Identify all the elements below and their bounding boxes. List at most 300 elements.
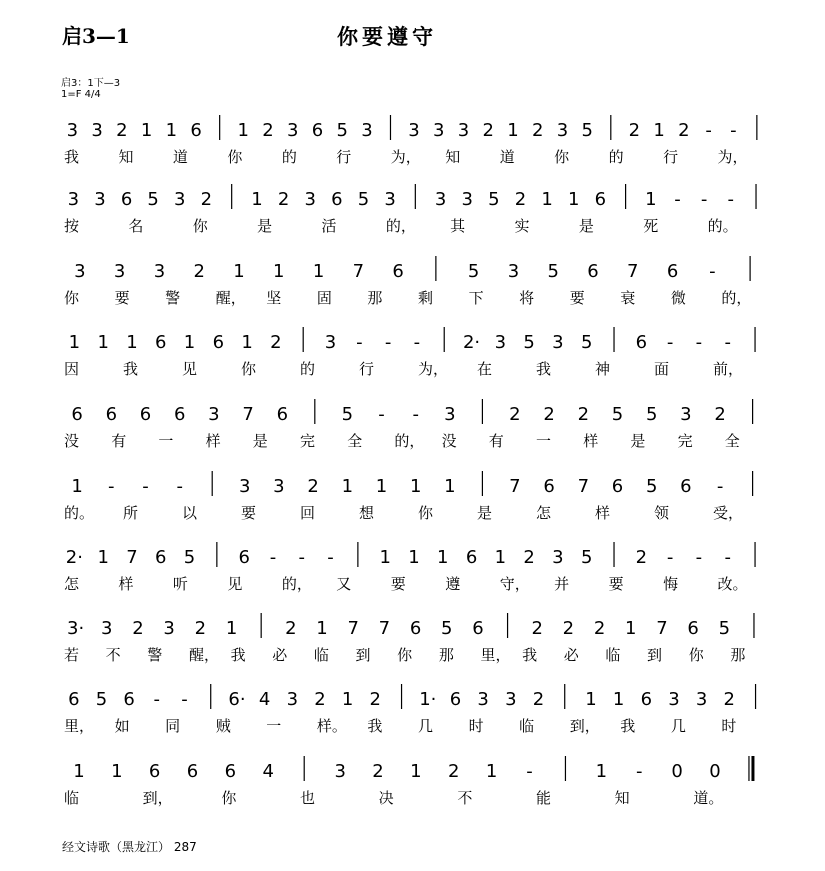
score-note: 1 bbox=[233, 261, 245, 282]
score-note: 1 bbox=[410, 761, 422, 782]
score-note: 3 bbox=[324, 332, 337, 353]
score-note: - bbox=[356, 332, 363, 353]
lyric-syllable: 我 bbox=[123, 360, 139, 378]
lyric-syllable: 样 bbox=[583, 432, 599, 450]
score-note: 6 bbox=[120, 189, 133, 210]
lyric-syllable: 因 bbox=[64, 360, 80, 378]
lyric-syllable: 有 bbox=[111, 432, 127, 450]
score-note: - bbox=[142, 476, 149, 497]
lyric-syllable: 的 bbox=[281, 148, 297, 166]
lyric-syllable: 有 bbox=[488, 432, 504, 450]
lyric-syllable: 全 bbox=[724, 432, 740, 450]
lyric-syllable: 到， bbox=[142, 789, 173, 807]
score-note: - bbox=[666, 332, 674, 353]
score-note: 1 bbox=[316, 618, 328, 639]
score-note: 2 bbox=[270, 332, 282, 353]
lyric-syllable: 前， bbox=[713, 360, 744, 378]
score-note: 6 bbox=[680, 476, 692, 497]
score-note: - bbox=[526, 761, 533, 782]
score-note: 3 bbox=[680, 404, 692, 425]
score-note: 3 bbox=[163, 618, 175, 639]
score-note: 6 bbox=[155, 547, 167, 568]
score-note: 1 bbox=[653, 120, 665, 141]
lyric-syllable: 到， bbox=[569, 717, 600, 735]
score-note: 2 bbox=[193, 261, 205, 282]
lyric-syllable: 的， bbox=[721, 289, 752, 307]
lyric-syllable: 样。 bbox=[316, 717, 347, 735]
score-note: 1 bbox=[494, 547, 507, 568]
score-note: - bbox=[269, 547, 277, 568]
score-note: 2 bbox=[562, 618, 575, 639]
score-note: 2 bbox=[116, 120, 128, 141]
lyric-syllable: 要 bbox=[241, 504, 257, 522]
lyric-syllable: 也 bbox=[300, 789, 316, 807]
lyric-syllable: 里， bbox=[480, 646, 511, 664]
score-note: 1 bbox=[408, 547, 420, 568]
lyric-syllable: 道。 bbox=[693, 789, 724, 807]
score-note: 1 bbox=[541, 189, 553, 210]
score-note: 6 bbox=[594, 189, 607, 210]
score-note: 1 bbox=[444, 476, 456, 497]
lyric-syllable: 那 bbox=[438, 646, 454, 664]
lyric-syllable: 受， bbox=[713, 504, 744, 522]
score-note: 2 bbox=[509, 404, 521, 425]
page-footer: 经文诗歌（黑龙江） 287 bbox=[62, 840, 197, 854]
score-note: 3 bbox=[67, 189, 80, 210]
score-note: 3 bbox=[505, 689, 517, 710]
score-note: 2 bbox=[593, 618, 606, 639]
score-note: 1 bbox=[645, 189, 657, 210]
score-note: 1 bbox=[625, 618, 637, 639]
score-note: 3· bbox=[67, 618, 85, 639]
score-note: - bbox=[153, 689, 161, 710]
lyric-syllable: 知 bbox=[118, 148, 134, 166]
lyric-syllable: 临 bbox=[519, 717, 535, 735]
lyric-syllable: 必 bbox=[563, 646, 579, 664]
score-note: 7 bbox=[656, 618, 668, 639]
lyric-syllable: 我 bbox=[64, 148, 80, 166]
score-note: 5 bbox=[645, 476, 658, 497]
score-note: 2 bbox=[635, 547, 648, 568]
lyric-syllable: 剩 bbox=[418, 289, 434, 307]
score-note: 3 bbox=[286, 120, 299, 141]
lyric-syllable: 你 bbox=[241, 360, 257, 378]
score-note: 6 bbox=[331, 189, 343, 210]
score-note: - bbox=[666, 547, 674, 568]
score-note: 3 bbox=[153, 261, 166, 282]
lyric-syllable: 道 bbox=[499, 148, 515, 166]
score-note: 6 bbox=[71, 404, 83, 425]
score-note: 2 bbox=[628, 120, 641, 141]
score-note: - bbox=[716, 476, 724, 497]
lyric-syllable: 能 bbox=[536, 789, 552, 807]
lyric-syllable: 同 bbox=[165, 717, 181, 735]
lyric-syllable: 实 bbox=[514, 217, 530, 235]
lyric-syllable: 决 bbox=[378, 789, 394, 807]
score-note: 7 bbox=[352, 261, 365, 282]
lyric-syllable: 到 bbox=[355, 646, 371, 664]
score-note: 3 bbox=[113, 261, 126, 282]
lyric-syllable: 想 bbox=[359, 504, 375, 522]
score-note: - bbox=[176, 476, 183, 497]
lyric-syllable: 要 bbox=[390, 575, 406, 593]
score-note: 3 bbox=[434, 189, 447, 210]
lyric-syllable: 固 bbox=[316, 289, 332, 307]
score-note: 3 bbox=[74, 261, 86, 282]
lyric-syllable: 回 bbox=[300, 504, 316, 522]
score-note: - bbox=[724, 332, 731, 353]
lyric-syllable: 那 bbox=[367, 289, 383, 307]
lyric-syllable: 面 bbox=[654, 360, 670, 378]
lyric-syllable: 你 bbox=[192, 217, 208, 235]
score-note: 5 bbox=[523, 332, 535, 353]
score-note: 3 bbox=[668, 689, 680, 710]
score-note: 1 bbox=[225, 618, 238, 639]
score-note: 5 bbox=[441, 618, 453, 639]
lyric-syllable: 必 bbox=[272, 646, 288, 664]
score-note: 3 bbox=[507, 261, 520, 282]
score-note: 5 bbox=[147, 189, 159, 210]
score-note: 5 bbox=[341, 404, 354, 425]
score-note: - bbox=[727, 189, 734, 210]
lyric-syllable: 时 bbox=[468, 717, 484, 735]
score-note: 5 bbox=[467, 261, 480, 282]
score-note: 0 bbox=[709, 761, 721, 782]
lyric-syllable: 你 bbox=[418, 504, 434, 522]
score-note: 3 bbox=[695, 689, 708, 710]
score-note: 3 bbox=[286, 689, 299, 710]
lyric-syllable: 醒， bbox=[215, 289, 246, 307]
lyric-syllable: 我 bbox=[522, 646, 538, 664]
lyric-syllable: 临 bbox=[313, 646, 329, 664]
score-note: 3 bbox=[334, 761, 346, 782]
lyric-syllable: 贼 bbox=[215, 717, 231, 735]
score-note: 1 bbox=[68, 332, 81, 353]
score-note: - bbox=[384, 332, 392, 353]
score-note: - bbox=[636, 761, 643, 782]
lyric-syllable: 一 bbox=[536, 432, 552, 450]
lyric-syllable: 是 bbox=[257, 217, 273, 235]
lyric-syllable: 其 bbox=[450, 217, 466, 235]
lyric-syllable: 见 bbox=[227, 575, 243, 593]
lyric-syllable: 样 bbox=[205, 432, 221, 450]
score-note: 5 bbox=[645, 404, 658, 425]
score-note: 2 bbox=[132, 618, 144, 639]
lyric-syllable: 是 bbox=[252, 432, 268, 450]
lyric-syllable: 要 bbox=[114, 289, 130, 307]
score-note: 1 bbox=[341, 476, 354, 497]
lyric-syllable: 没 bbox=[441, 432, 457, 450]
lyric-syllable: 如 bbox=[114, 717, 130, 735]
score-note: 1 bbox=[312, 261, 325, 282]
score-note: - bbox=[674, 189, 681, 210]
lyric-syllable: 名 bbox=[128, 217, 144, 235]
score-note: 6 bbox=[212, 332, 225, 353]
score-note: 3 bbox=[101, 618, 113, 639]
lyric-syllable: 的， bbox=[385, 217, 416, 235]
score-note: 6 bbox=[148, 761, 161, 782]
score-note: 2 bbox=[523, 547, 535, 568]
score-note: 1 bbox=[341, 689, 354, 710]
score-note: 6 bbox=[449, 689, 462, 710]
score-note: 1· bbox=[419, 689, 437, 710]
score-note: 3 bbox=[66, 120, 79, 141]
lyric-syllable: 一 bbox=[266, 717, 282, 735]
score-note: 3 bbox=[552, 332, 564, 353]
score-note: - bbox=[695, 547, 703, 568]
lyric-syllable: 衰 bbox=[620, 289, 636, 307]
score-note: 5 bbox=[718, 618, 731, 639]
lyric-syllable: 活 bbox=[321, 217, 337, 235]
lyric-syllable: 知 bbox=[614, 789, 630, 807]
lyric-syllable: 全 bbox=[347, 432, 363, 450]
score-note: 6 bbox=[311, 120, 324, 141]
score-note: 6 bbox=[224, 761, 237, 782]
lyric-syllable: 那 bbox=[730, 646, 746, 664]
score-note: 6 bbox=[465, 547, 478, 568]
score-note: 6 bbox=[635, 332, 648, 353]
song-title: 你要遵守 bbox=[337, 24, 437, 49]
score-note: 6 bbox=[139, 404, 152, 425]
lyric-syllable: 行 bbox=[359, 360, 375, 378]
score-note: 2 bbox=[448, 761, 460, 782]
score-note: 2 bbox=[307, 476, 319, 497]
lyric-syllable: 你 bbox=[221, 789, 237, 807]
score-note: 6 bbox=[68, 689, 80, 710]
score-note: 3 bbox=[552, 547, 564, 568]
key-signature: 1=F 4/4 bbox=[61, 89, 101, 100]
score-note: 1 bbox=[585, 689, 597, 710]
score-note: 7 bbox=[509, 476, 521, 497]
lyric-syllable: 又 bbox=[336, 575, 352, 593]
score-note: - bbox=[412, 404, 419, 425]
score-note: 1 bbox=[251, 189, 263, 210]
score-note: 3 bbox=[91, 120, 103, 141]
lyric-syllable: 听 bbox=[172, 575, 188, 593]
score-note: 1 bbox=[409, 476, 422, 497]
lyric-syllable: 不 bbox=[105, 646, 121, 664]
score-note: 6 bbox=[155, 332, 167, 353]
score-note: 1 bbox=[612, 689, 625, 710]
lyric-syllable: 为， bbox=[717, 148, 748, 166]
lyric-syllable: 死 bbox=[643, 217, 659, 235]
score-note: 3 bbox=[238, 476, 251, 497]
score-note: 5 bbox=[547, 261, 559, 282]
score-note: 1 bbox=[375, 476, 388, 497]
score-note: 6 bbox=[276, 404, 289, 425]
lyric-syllable: 道 bbox=[172, 148, 188, 166]
score-note: 3 bbox=[477, 689, 489, 710]
score-note: 3 bbox=[494, 332, 507, 353]
score-note: 2 bbox=[678, 120, 690, 141]
lyric-syllable: 行 bbox=[663, 148, 679, 166]
score-note: 1 bbox=[71, 476, 83, 497]
score-note: 1 bbox=[126, 332, 138, 353]
lyric-syllable: 的。 bbox=[64, 504, 95, 522]
lyric-syllable: 的。 bbox=[707, 217, 738, 235]
score-note: 5 bbox=[95, 689, 108, 710]
score-note: 2 bbox=[194, 618, 207, 639]
score-note: 1 bbox=[111, 761, 123, 782]
score-note: 5 bbox=[581, 120, 594, 141]
score-note: 7 bbox=[577, 476, 590, 497]
score-note: 0 bbox=[671, 761, 683, 782]
score-note: 1 bbox=[273, 261, 285, 282]
lyric-syllable: 你 bbox=[64, 289, 80, 307]
lyric-syllable: 醒， bbox=[188, 646, 219, 664]
lyric-syllable: 知 bbox=[445, 148, 461, 166]
score-note: 3 bbox=[433, 120, 445, 141]
score-note: 5 bbox=[611, 404, 624, 425]
lyric-syllable: 我 bbox=[367, 717, 383, 735]
score-note: - bbox=[705, 120, 712, 141]
score-note: 7 bbox=[347, 618, 359, 639]
lyric-syllable: 我 bbox=[620, 717, 636, 735]
lyric-syllable: 临 bbox=[64, 789, 80, 807]
lyric-syllable: 是 bbox=[630, 432, 646, 450]
lyric-syllable: 神 bbox=[595, 360, 611, 378]
lyric-syllable: 领 bbox=[654, 504, 670, 522]
score-note: 6 bbox=[105, 404, 118, 425]
score-note: 5 bbox=[336, 120, 348, 141]
lyric-syllable: 要 bbox=[608, 575, 624, 593]
score-note: 6 bbox=[543, 476, 555, 497]
lyric-syllable: 行 bbox=[336, 148, 352, 166]
score-note: 2 bbox=[723, 689, 736, 710]
lyric-syllable: 几 bbox=[418, 717, 434, 735]
lyric-syllable: 不 bbox=[457, 789, 473, 807]
score-note: 1 bbox=[595, 761, 608, 782]
score-note: 2 bbox=[285, 618, 297, 639]
lyric-syllable: 你 bbox=[554, 148, 570, 166]
lyric-syllable: 我 bbox=[536, 360, 552, 378]
score-note: - bbox=[724, 547, 731, 568]
score-note: 2 bbox=[514, 189, 527, 210]
score-note: - bbox=[298, 547, 306, 568]
score-note: 2 bbox=[577, 404, 590, 425]
score-note: 1 bbox=[183, 332, 196, 353]
lyric-syllable: 坚 bbox=[266, 289, 282, 307]
score-note: 2· bbox=[462, 332, 481, 353]
score-note: 1 bbox=[485, 761, 498, 782]
score-note: 6 bbox=[472, 618, 484, 639]
score-note: 7 bbox=[126, 547, 138, 568]
score-note: 2 bbox=[482, 120, 494, 141]
score-note: 5 bbox=[580, 332, 593, 353]
score-note: 1 bbox=[165, 120, 178, 141]
lyric-syllable: 你 bbox=[397, 646, 413, 664]
lyric-syllable: 一 bbox=[158, 432, 174, 450]
lyric-syllable: 为， bbox=[418, 360, 449, 378]
score-note: - bbox=[108, 476, 115, 497]
score-note: 1 bbox=[73, 761, 85, 782]
lyric-syllable: 你 bbox=[688, 646, 704, 664]
scripture-reference: 启3：1下—3 bbox=[61, 78, 121, 89]
lyric-syllable: 我 bbox=[230, 646, 246, 664]
lyric-syllable: 几 bbox=[670, 717, 686, 735]
score-note: - bbox=[181, 689, 188, 710]
lyric-syllable: 完 bbox=[677, 432, 693, 450]
score-note: 3 bbox=[408, 120, 420, 141]
lyric-syllable: 完 bbox=[300, 432, 316, 450]
score-note: - bbox=[327, 547, 334, 568]
score-note: 6 bbox=[409, 618, 422, 639]
score-note: 6 bbox=[666, 261, 679, 282]
score-note: 6 bbox=[687, 618, 699, 639]
score-note: 3 bbox=[461, 189, 473, 210]
lyric-syllable: 以 bbox=[182, 504, 198, 522]
score-note: 4 bbox=[262, 761, 274, 782]
lyric-syllable: 遵 bbox=[445, 575, 461, 593]
score-note: 6 bbox=[587, 261, 599, 282]
lyric-syllable: 守， bbox=[499, 575, 530, 593]
lyric-syllable: 并 bbox=[554, 575, 570, 593]
lyric-syllable: 下 bbox=[468, 289, 484, 307]
lyric-syllable: 若 bbox=[64, 646, 80, 664]
score-note: 2 bbox=[532, 689, 545, 710]
lyric-syllable: 改。 bbox=[717, 575, 748, 593]
lyric-syllable: 怎 bbox=[536, 504, 552, 522]
score-note: 6· bbox=[228, 689, 246, 710]
lyric-syllable: 微 bbox=[670, 289, 686, 307]
score-note: 1 bbox=[97, 332, 109, 353]
score-note: 5 bbox=[183, 547, 196, 568]
score-note: 3 bbox=[444, 404, 456, 425]
score-note: 3 bbox=[361, 120, 373, 141]
score-note: 3 bbox=[208, 404, 220, 425]
score-note: 1 bbox=[379, 547, 391, 568]
score-note: 2 bbox=[532, 120, 544, 141]
score-note: - bbox=[413, 332, 421, 353]
score-note: 3 bbox=[94, 189, 106, 210]
score-note: - bbox=[695, 332, 703, 353]
score-note: 6 bbox=[238, 547, 250, 568]
score-note: 1 bbox=[237, 120, 249, 141]
lyric-syllable: 样 bbox=[595, 504, 611, 522]
score-note: 5 bbox=[357, 189, 370, 210]
score-note: 1 bbox=[507, 120, 519, 141]
chapter-code: 启3—1 bbox=[62, 24, 130, 48]
score-note: 2 bbox=[262, 120, 274, 141]
score-note: 1 bbox=[97, 547, 109, 568]
lyric-syllable: 临 bbox=[605, 646, 621, 664]
score-note: 5 bbox=[488, 189, 500, 210]
score-note: 1 bbox=[140, 120, 153, 141]
score-note: 7 bbox=[627, 261, 639, 282]
lyric-syllable: 的 bbox=[300, 360, 316, 378]
score-note: 5 bbox=[580, 547, 593, 568]
score-note: - bbox=[730, 120, 737, 141]
lyric-syllable: 警 bbox=[165, 289, 181, 307]
score-note: 7 bbox=[378, 618, 391, 639]
lyric-syllable: 到 bbox=[647, 646, 663, 664]
lyric-syllable: 警 bbox=[147, 646, 163, 664]
lyric-syllable: 里， bbox=[64, 717, 95, 735]
lyric-syllable: 将 bbox=[519, 289, 535, 307]
score-note: 3 bbox=[174, 189, 186, 210]
lyric-syllable: 没 bbox=[64, 432, 80, 450]
lyric-syllable: 时 bbox=[721, 717, 737, 735]
score-note: 2· bbox=[65, 547, 83, 568]
score-note: 3 bbox=[273, 476, 285, 497]
score-note: 6 bbox=[123, 689, 135, 710]
lyric-syllable: 是 bbox=[477, 504, 493, 522]
lyric-syllable: 样 bbox=[118, 575, 134, 593]
score-note: - bbox=[378, 404, 385, 425]
lyric-syllable: 的， bbox=[281, 575, 312, 593]
score-note: 6 bbox=[611, 476, 624, 497]
score-note: 6 bbox=[640, 689, 653, 710]
